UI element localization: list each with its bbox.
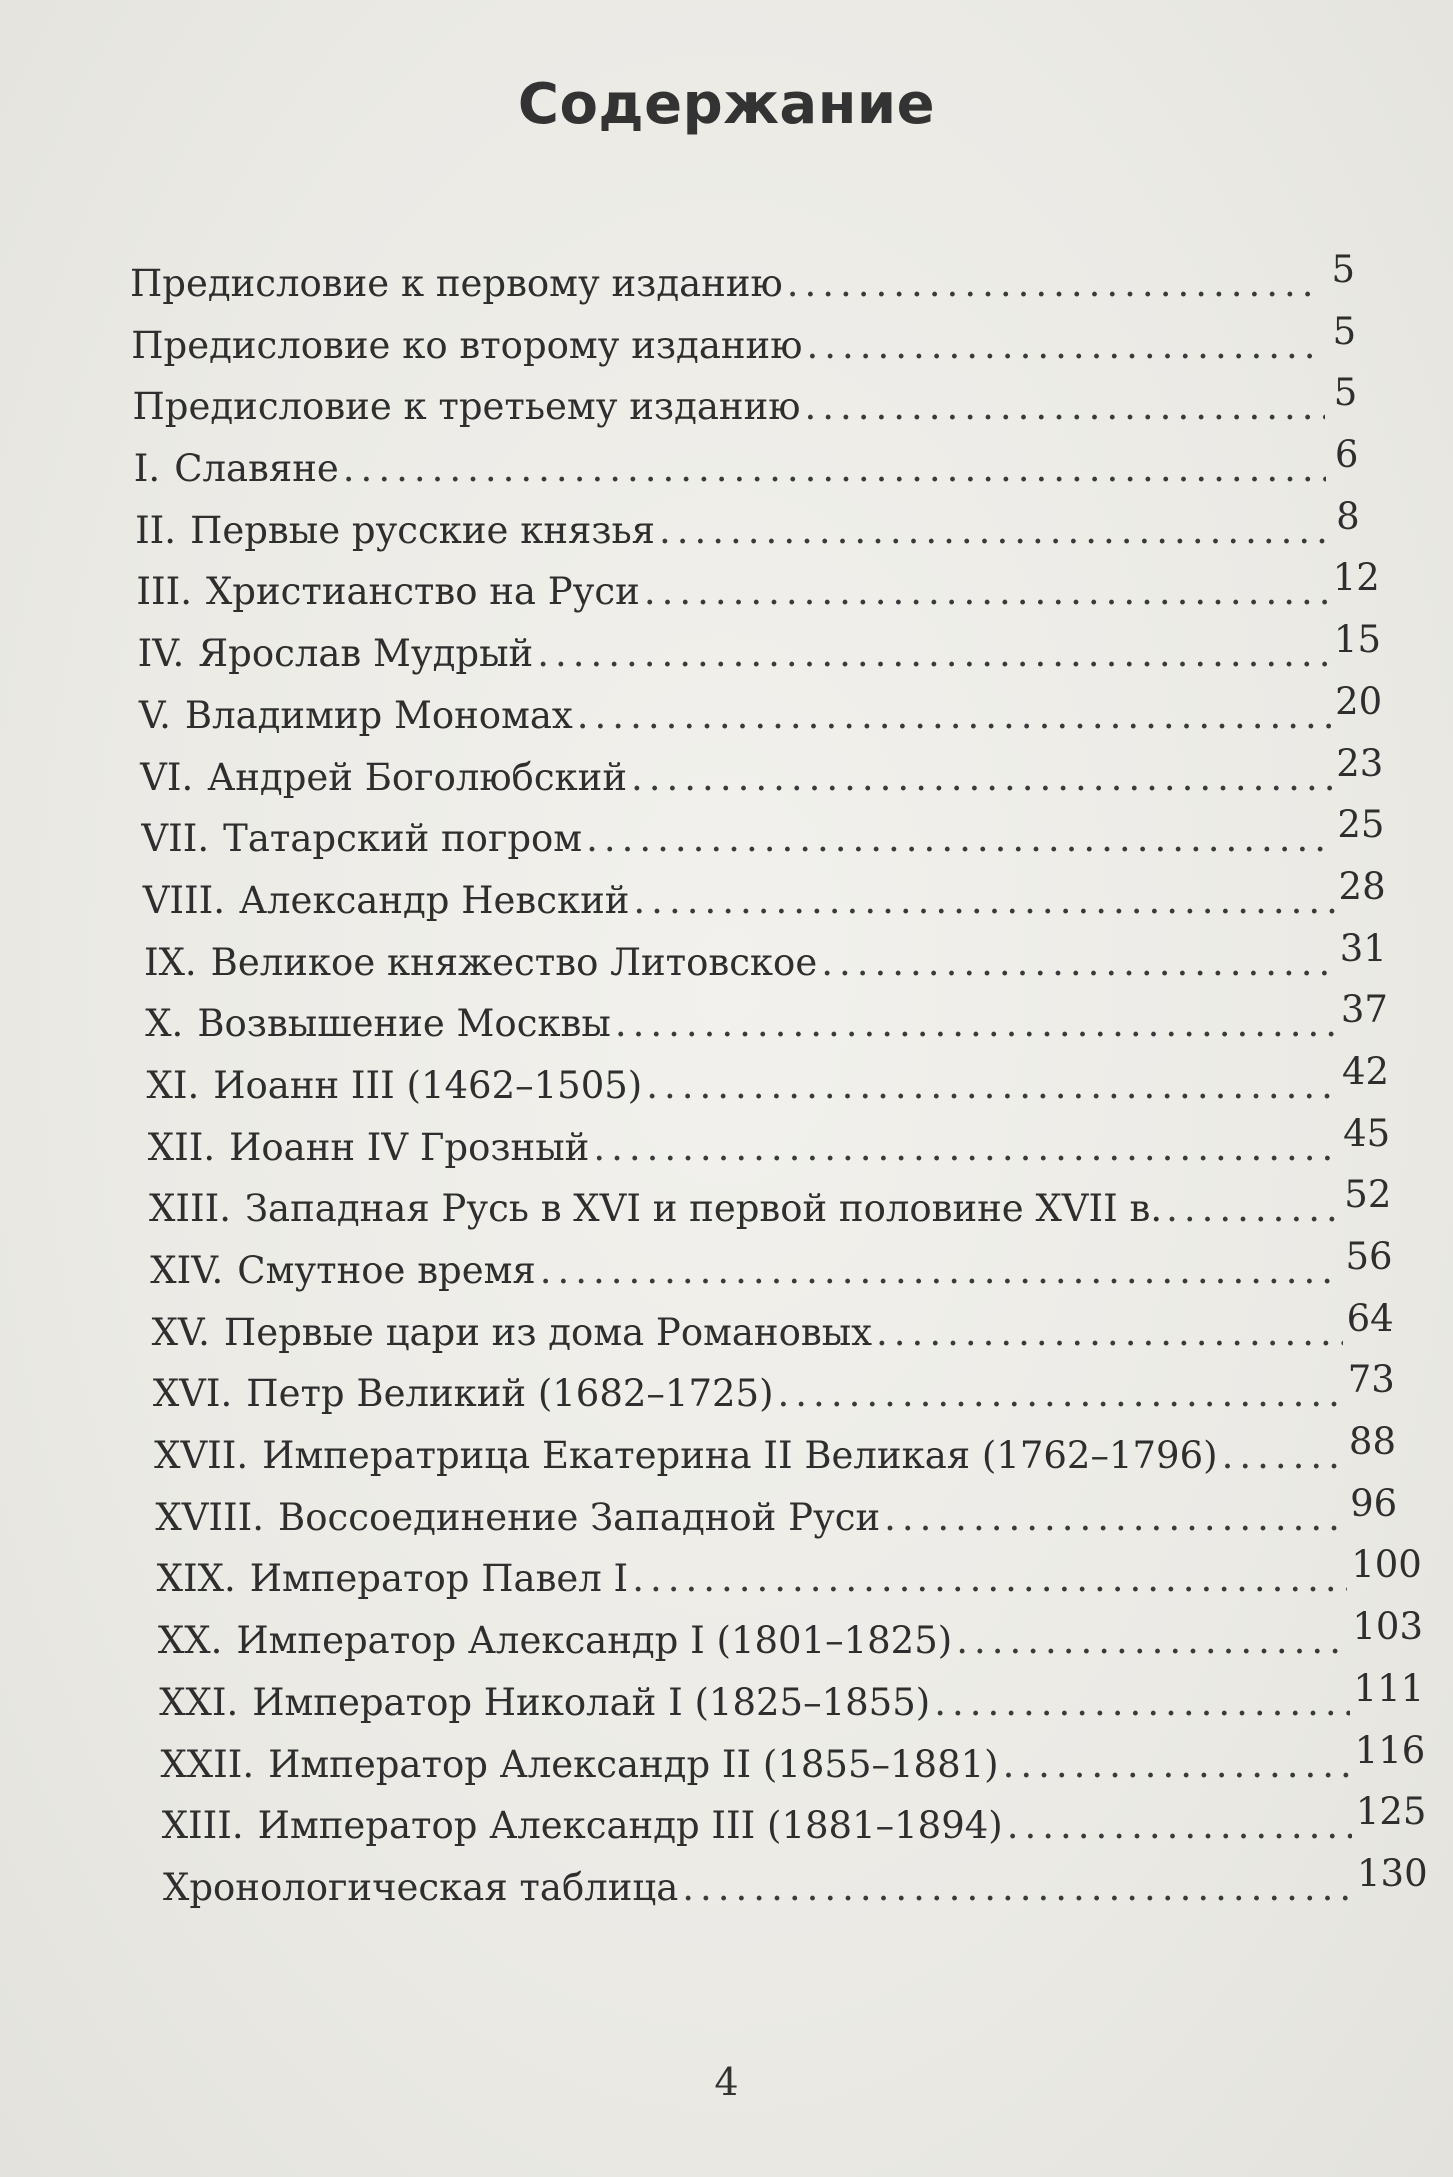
toc-page-number: 111: [1353, 1666, 1425, 1710]
chapter-number: XII.: [147, 1125, 216, 1169]
toc-entry: [0, 988, 1388, 1064]
dot-leader: [787, 262, 1323, 305]
page-number: 4: [714, 2060, 739, 2104]
dot-leader: [1166, 1187, 1340, 1230]
chapter-number: XVII.: [154, 1434, 249, 1478]
dot-leader: [821, 941, 1335, 984]
dot-leader: [1222, 1434, 1345, 1477]
chapter-number: V.: [138, 693, 171, 737]
dot-leader: [615, 1002, 1337, 1045]
toc-page-number: 56: [1345, 1235, 1393, 1278]
chapter-title: Иоанн IV Грозный: [229, 1125, 590, 1169]
chapter-number: XIV.: [150, 1249, 224, 1292]
toc-entry: [0, 803, 1385, 879]
toc-page-number: 88: [1348, 1420, 1397, 1464]
chapter-title: Предисловие к третьему изданию: [132, 385, 801, 429]
dot-leader: [646, 1064, 1338, 1107]
dot-leader: [956, 1619, 1348, 1662]
toc-entry: [0, 741, 1384, 818]
chapter-number: II.: [135, 508, 177, 552]
toc-entry: [0, 309, 1357, 386]
chapter-number: XXI.: [159, 1680, 239, 1724]
toc-entry: [0, 926, 1387, 1003]
toc-entry: [0, 679, 1383, 756]
toc-entry: [0, 1173, 1392, 1249]
dot-leader: [1003, 1743, 1351, 1786]
chapter-title: Иоанн III (1462–1505): [213, 1063, 643, 1107]
toc-entry: [0, 1358, 1395, 1434]
toc-page-number: 103: [1352, 1605, 1423, 1649]
toc-entry: [0, 1543, 1422, 1619]
dot-leader: [632, 1557, 1347, 1600]
toc-page-number: 5: [1333, 371, 1358, 415]
chapter-number: XIII.: [161, 1804, 244, 1848]
chapter-number: X.: [145, 1002, 184, 1046]
toc-entry: [0, 248, 1355, 324]
dot-leader: [633, 879, 1334, 922]
toc-entry: [0, 433, 1359, 509]
toc-page-number: 52: [1344, 1173, 1392, 1217]
toc-entry: [0, 1235, 1393, 1311]
chapter-title: Предисловие ко второму изданию: [131, 323, 803, 367]
chapter-title: Владимир Мономах: [184, 693, 573, 737]
toc-entry: [0, 1111, 1391, 1188]
chapter-title: Христианство на Руси: [205, 570, 640, 614]
chapter-number: IX.: [143, 940, 197, 984]
toc-page-number: 20: [1335, 679, 1383, 723]
chapter-title: Смутное время: [237, 1249, 536, 1292]
dot-leader: [659, 509, 1328, 552]
chapter-title: Первые русские князья: [190, 508, 655, 552]
chapter-title: Татарский погром: [223, 817, 583, 861]
toc-entry: [0, 1728, 1426, 1805]
dot-leader: [884, 1496, 1346, 1539]
chapter-title: Петр Великий (1682–1725): [246, 1372, 774, 1416]
toc-page-number: 31: [1339, 926, 1387, 970]
dot-leader: [806, 324, 1324, 367]
dot-leader: [537, 632, 1330, 675]
toc-entry: [0, 1049, 1390, 1126]
toc-page-number: 23: [1336, 741, 1384, 785]
toc-page-number: 100: [1351, 1543, 1422, 1587]
chapter-title: Император Павел I: [249, 1557, 629, 1601]
chapter-title: Император Александр III (1881–1894): [257, 1804, 1003, 1848]
chapter-title: Славяне: [174, 447, 339, 491]
toc-entry: [0, 371, 1358, 447]
page-title: Содержание: [517, 72, 936, 137]
chapter-number: XIX.: [156, 1557, 236, 1601]
dot-leader: [682, 1866, 1353, 1909]
dot-leader: [778, 1372, 1344, 1415]
chapter-number: IV.: [137, 632, 185, 676]
chapter-number: VIII.: [142, 878, 226, 922]
dot-leader: [876, 1311, 1343, 1354]
toc-page-number: 28: [1338, 864, 1386, 908]
chapter-title: Ярослав Мудрый: [198, 632, 534, 676]
toc-page-number: 6: [1334, 433, 1359, 477]
toc-page-number: 64: [1346, 1296, 1394, 1340]
toc-entry: [0, 864, 1386, 941]
dot-leader: [644, 570, 1329, 613]
toc-entry: [0, 556, 1380, 632]
chapter-number: XI.: [146, 1063, 200, 1107]
toc-page-number: 73: [1347, 1358, 1395, 1402]
toc-page-number: 125: [1355, 1790, 1427, 1834]
toc-entry: [0, 1790, 1427, 1866]
chapter-title: Андрей Боголюбский: [207, 755, 628, 799]
table-of-contents: [0, 248, 1453, 1928]
chapter-title: Воссоединение Западной Руси: [278, 1495, 881, 1539]
chapter-number: XVI.: [152, 1372, 233, 1416]
chapter-title: Александр Невский: [239, 878, 630, 922]
toc-entry: [0, 618, 1382, 694]
chapter-title: Император Александр II (1855–1881): [268, 1742, 999, 1786]
toc-page-number: 116: [1354, 1728, 1426, 1772]
chapter-title: Хронологическая таблица: [163, 1865, 679, 1909]
chapter-title: Западная Русь в XVI и первой половине XVII в.: [244, 1187, 1163, 1231]
dot-leader: [804, 385, 1325, 428]
toc-page-number: 12: [1332, 556, 1380, 600]
toc-page-number: 130: [1357, 1851, 1428, 1895]
chapter-title: Императрица Екатерина II Великая (1762–1796): [262, 1434, 1218, 1478]
toc-entry: [0, 1420, 1397, 1496]
chapter-number: XV.: [151, 1310, 210, 1354]
chapter-title: Великое княжество Литовское: [210, 940, 818, 984]
chapter-number: XX.: [157, 1619, 223, 1663]
toc-page-number: 15: [1333, 618, 1382, 662]
toc-page-number: 8: [1336, 494, 1360, 538]
dot-leader: [593, 1126, 1339, 1169]
dot-leader: [586, 817, 1333, 860]
dot-leader: [934, 1681, 1349, 1724]
chapter-title: Возвышение Москвы: [197, 1002, 611, 1046]
chapter-title: Предисловие к первому изданию: [130, 262, 783, 305]
toc-page-number: 96: [1350, 1481, 1398, 1525]
dot-leader: [343, 447, 1327, 490]
chapter-number: III.: [136, 570, 192, 614]
chapter-number: VI.: [140, 755, 194, 799]
toc-page-number: 45: [1343, 1111, 1391, 1155]
toc-page-number: 5: [1332, 309, 1357, 353]
chapter-number: XIII.: [149, 1187, 231, 1231]
toc-entry: [0, 1851, 1428, 1928]
dot-leader: [1007, 1804, 1352, 1847]
toc-entry: [0, 1666, 1425, 1743]
chapter-number: VII.: [141, 817, 210, 861]
dot-leader: [577, 694, 1331, 737]
dot-leader: [631, 756, 1332, 799]
chapter-number: XXII.: [160, 1742, 255, 1786]
toc-entry: [0, 1481, 1398, 1558]
dot-leader: [540, 1249, 1342, 1292]
chapter-number: XVIII.: [155, 1495, 265, 1539]
toc-page-number: 5: [1331, 248, 1355, 291]
toc-entry: [0, 494, 1360, 571]
toc-page-number: 37: [1340, 988, 1388, 1032]
toc-page-number: 42: [1342, 1049, 1390, 1093]
toc-page-number: 25: [1337, 803, 1385, 847]
toc-entry: [0, 1605, 1423, 1681]
chapter-number: I.: [133, 447, 161, 491]
chapter-title: Первые цари из дома Романовых: [223, 1310, 873, 1354]
chapter-title: Император Николай I (1825–1855): [252, 1680, 931, 1724]
chapter-title: Император Александр I (1801–1825): [236, 1619, 953, 1663]
toc-entry: [0, 1296, 1394, 1373]
